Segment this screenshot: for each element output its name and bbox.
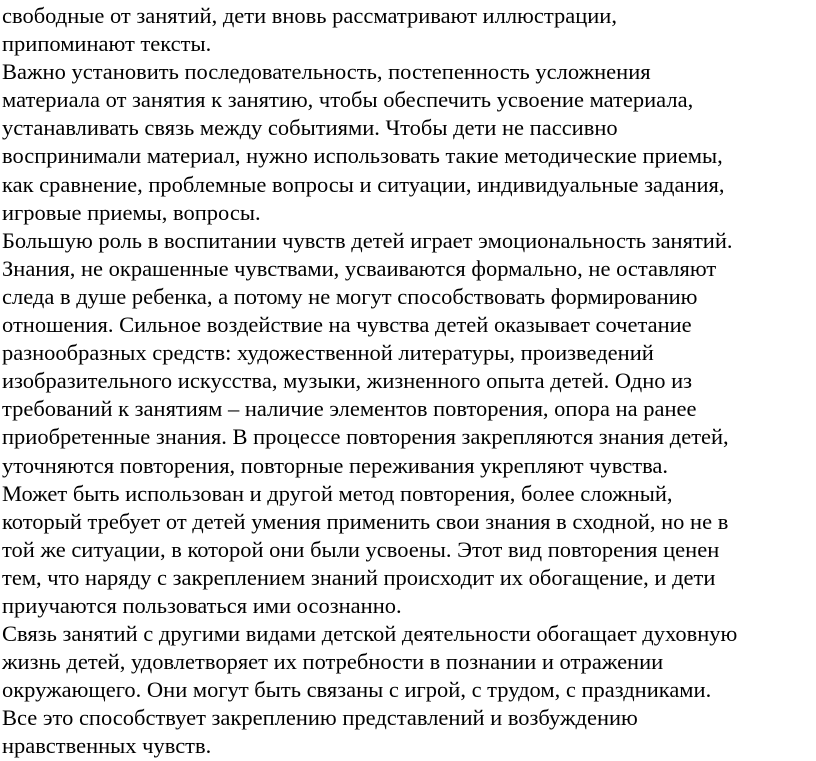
text-line: Важно установить последовательность, постепенность усложнения [2,59,651,85]
text-line: Все это способствует закреплению представлений и возбуждению [2,705,638,731]
text-line: жизнь детей, удовлетворяет их потребности в познании и отражении [2,649,664,675]
text-line: Большую роль в воспитании чувств детей играет эмоциональность занятий. [2,227,733,253]
text-line: приучаются пользоваться ими осознанно. [2,592,402,618]
paragraph-4 [2,480,808,620]
text-line: припоминают тексты. [2,31,212,57]
text-line: устанавливать связь между событиями. Чтобы дети не пассивно [2,115,618,141]
text-line: воспринимали материал, нужно использовать такие методические приемы, [2,143,723,169]
text-line: нравственных чувств. [2,733,212,759]
text-line: той же ситуации, в которой они были усвоены. Этот вид повторения ценен [2,536,720,562]
text-line: который требует от детей умения применить свои знания в сходной, но не в [2,508,729,534]
text-line: приобретенные знания. В процессе повторения закрепляются знания детей, [2,424,729,450]
text-line: уточняются повторения, повторные переживания укрепляют чувства. [2,452,669,478]
paragraph-5 [2,620,808,760]
text-line: свободные от занятий, дети вновь рассматривают иллюстрации, [2,3,617,28]
paragraph-3 [2,227,808,480]
text-line: Знания, не окрашенные чувствами, усваиваются формально, не оставляют [2,255,717,281]
paragraph-1 [2,2,808,58]
text-line: игровые приемы, вопросы. [2,199,261,225]
text-line: окружающего. Они могут быть связаны с игрой, с трудом, с праздниками. [2,677,712,703]
text-line: тем, что наряду с закреплением знаний происходит их обогащение, и дети [2,564,716,590]
text-line: изобразительного искусства, музыки, жизненного опыта детей. Одно из [2,368,693,394]
text-line: требований к занятиям – наличие элементов повторения, опора на ранее [2,396,697,422]
text-line: как сравнение, проблемные вопросы и ситуации, индивидуальные задания, [2,171,725,197]
text-line: следа в душе ребенка, а потому не могут способствовать формированию [2,283,698,309]
text-line: Связь занятий с другими видами детской деятельности обогащает духовную [2,621,738,647]
paragraph-2 [2,58,808,227]
text-line: разнообразных средств: художественной литературы, произведений [2,340,654,366]
text-line: отношения. Сильное воздействие на чувства детей оказывает сочетание [2,312,692,338]
text-line: Может быть использован и другой метод повторения, более сложный, [2,480,673,506]
text-line: материала от занятия к занятию, чтобы обеспечить усвоение материала, [2,87,694,113]
